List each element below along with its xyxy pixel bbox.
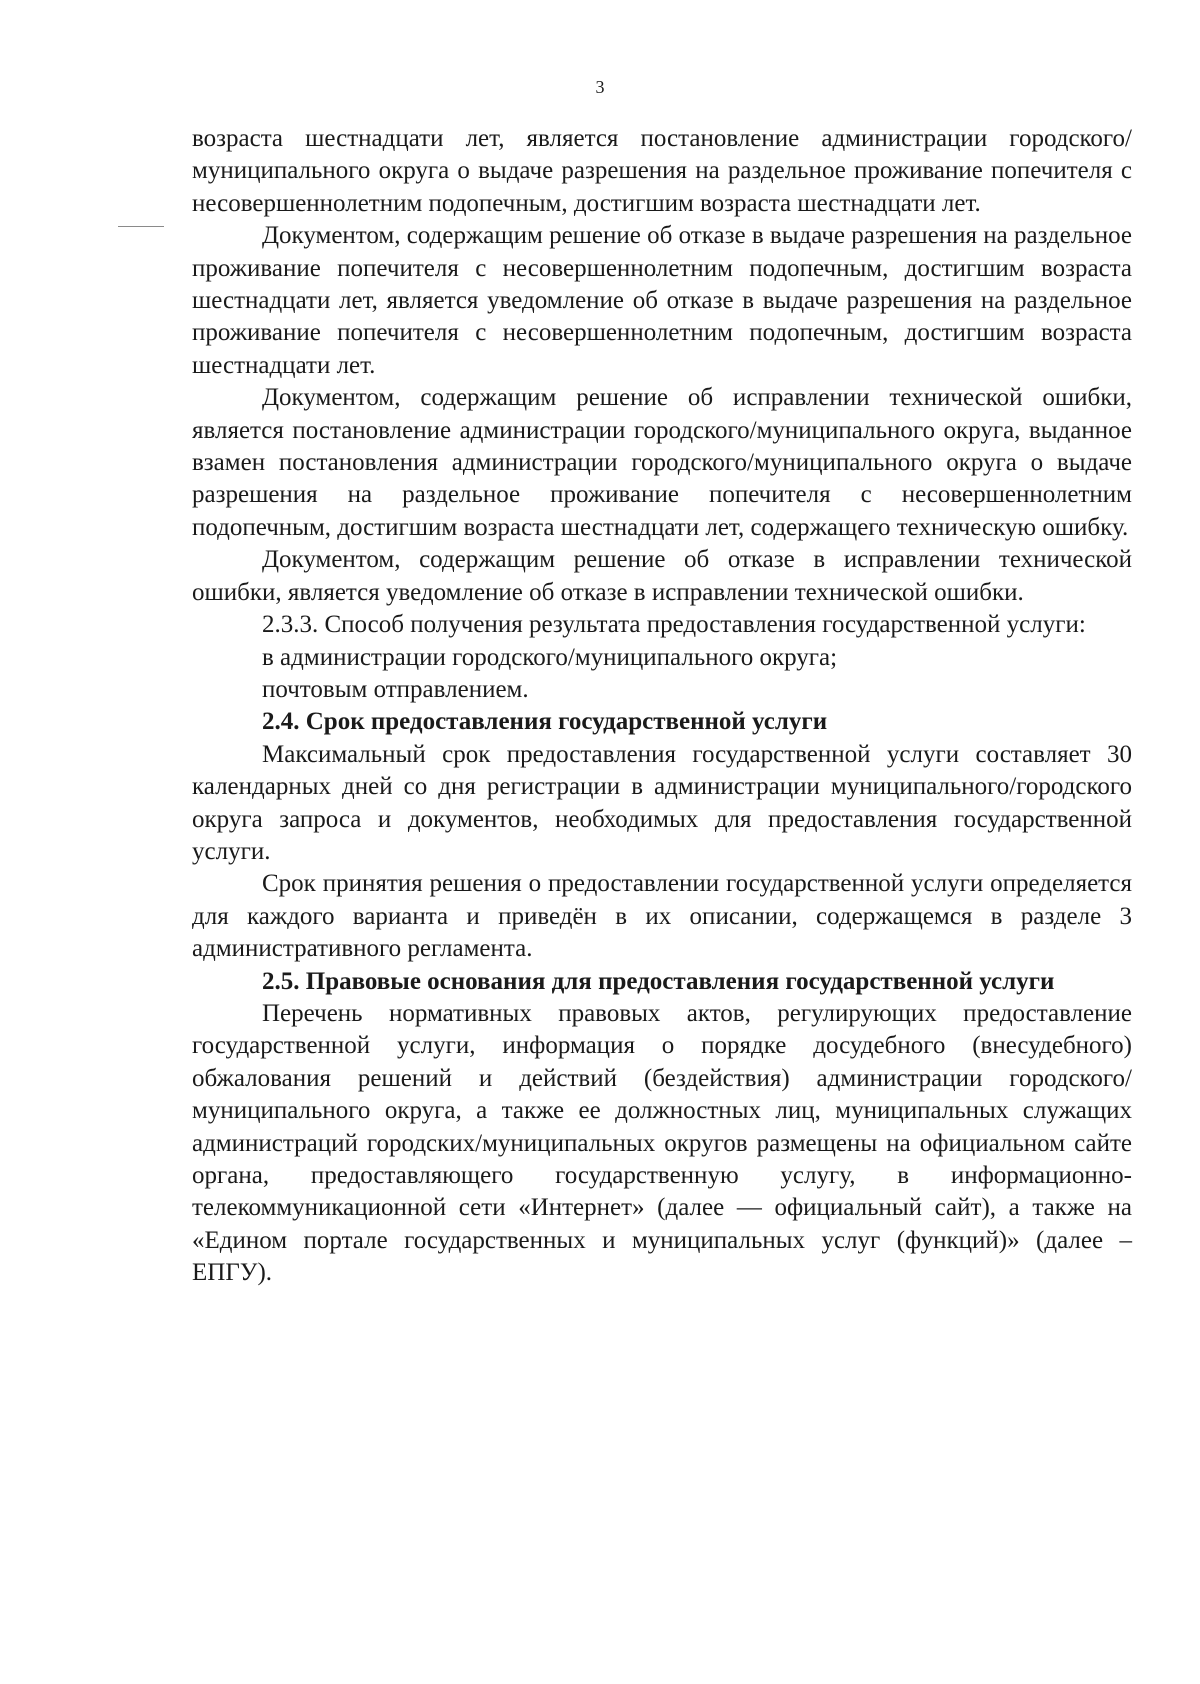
document-body (192, 123, 1132, 1290)
paragraph-1: возраста шестнадцати лет, является постановление администрации городского/муниципального округа о выдаче разрешения на раздельное проживание попечителя с несовершеннолетним подопечным, достигшим возраста шестнадцати лет. (192, 125, 1132, 217)
delivery-option-2: почтовым отправлением. (262, 675, 529, 703)
paragraph-5: Максимальный срок предоставления государственной услуги составляет 30 календарных дней со дня регистрации в администрации муниципального/городского округа запроса и документов, необходимых для предоставления государственной услуги. (192, 740, 1132, 865)
delivery-option-1: в администрации городского/муниципального округа; (262, 643, 838, 671)
section-heading-2-5: 2.5. Правовые основания для предоставления государственной услуги (262, 967, 1055, 995)
paragraph-6: Срок принятия решения о предоставлении государственной услуги определяется для каждого варианта и приведён в их описании, содержащемся в разделе 3 административного регламента. (192, 870, 1132, 963)
page-number: 3 (595, 77, 605, 97)
section-2-3-3: 2.3.3. Способ получения результата предоставления государственной услуги: (262, 611, 1086, 639)
margin-mark (118, 226, 164, 227)
section-heading-2-4: 2.4. Срок предоставления государственной услуги (262, 708, 828, 736)
paragraph-7: Перечень нормативных правовых актов, регулирующих предоставление государственной услуги, информация о порядке досудебного (внесудебного) обжалования решений и действий (бездействия) администрации городского/муниципального округа, а также ее должностных лиц, муниципальных служащих администраций городских/муниципальных округов размещены на официальном сайте органа, предоставляющего государственную услугу, в информационно-телекоммуникационной сети «Интернет» (далее — официальный сайт), а также на «Едином портале государственных и муниципальных услуг (функций)» (далее – ЕПГУ). (192, 999, 1132, 1287)
paragraph-4: Документом, содержащим решение об отказе в исправлении технической ошибки, является уведомление об отказе в исправлении технической ошибки. (192, 546, 1132, 606)
paragraph-3: Документом, содержащим решение об исправлении технической ошибки, является постановление администрации городского/муниципального округа, выданное взамен постановления администрации городского/муниципального округа о выдаче разрешения на раздельное проживание попечителя с несовершеннолетним подопечным, достигшим возраста шестнадцати лет, содержащего техническую ошибку. (192, 384, 1132, 541)
paragraph-2: Документом, содержащим решение об отказе в выдаче разрешения на раздельное проживание попечителя с несовершеннолетним подопечным, достигшим возраста шестнадцати лет, является уведомление об отказе в выдаче разрешения на раздельное проживание попечителя с несовершеннолетним подопечным, достигшим возраста шестнадцати лет. (192, 222, 1132, 379)
